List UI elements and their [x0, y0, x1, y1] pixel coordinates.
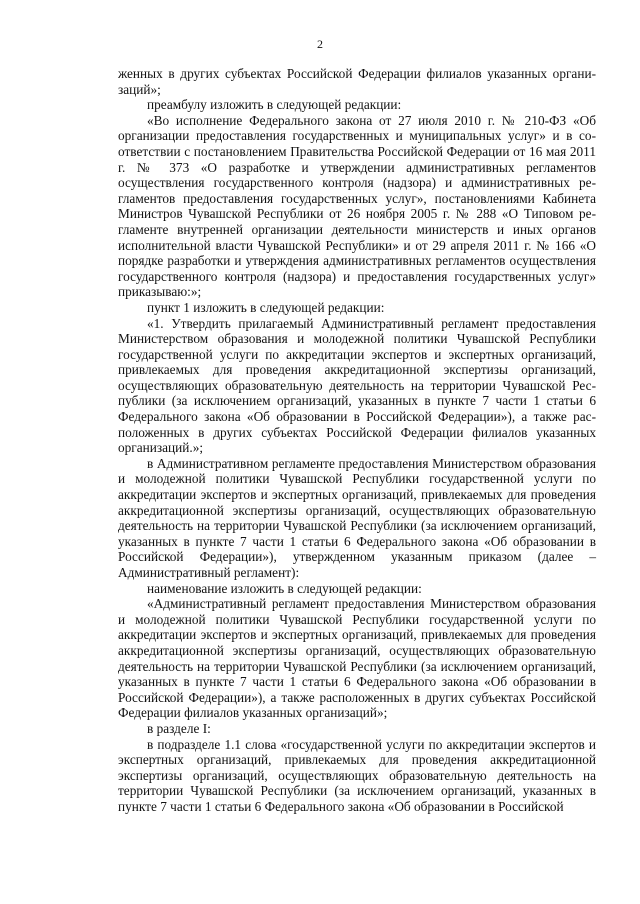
paragraph: в подразделе 1.1 слова «государственной услуги по аккредитации экспертов и экспертных организаций, привлекаемых для проведения аккредитационной экспертизы организаций, осуществляющих образовательную деятельность на территории Чувашской Республики (за исключением организаций, указанных в пункте 7 части 1 статьи 6 Федерального закона «Об образовании в Российской — [118, 736, 596, 814]
paragraph: женных в других субъектах Российской Федерации филиалов указанных организаций»; — [118, 66, 596, 97]
paragraph: пункт 1 изложить в следующей редакции: — [147, 299, 385, 315]
paragraph: «Во исполнение Федерального закона от 27 июля 2010 г. № 210-ФЗ «Об организации предоставления государственных и муниципальных услуг» и в соответствии с постановлением Правительства Российской Федерации от 16 мая 2011 г. № 373 «О разработке и утверждении административных регламентов осуществления государственного контроля (надзора) и административных регламентов предоставления государственных услуг», постановлениями Кабинета Министров Чувашской Республики от 26 ноября 2005 г. № 288 «О Типовом регламенте внутренней организации деятельности министерств и иных органов исполнительной власти Чувашской Республики» и от 29 апреля 2011 г. № 166 «О порядке разработки и утверждения административных регламентов осуществления государственного контроля (надзора) и предоставления государственных услуг» приказываю:»; — [118, 112, 596, 300]
paragraph: «Административный регламент предоставления Министерством образования и молодежной политики Чувашской Республики государственной услуги по аккредитации экспертов и экспертных организаций, привлекаемых для проведения аккредитационной экспертизы организаций, осуществляющих образовательную деятельность на территории Чувашской Республики (за исключением организаций, указанных в пункте 7 части 1 статьи 6 Федерального закона «Об образовании в Российской Федерации»), а также расположенных в других субъектах Российской Федерации филиалов указанных организаций»; — [118, 596, 596, 721]
paragraph: преамбулу изложить в следующей редакции: — [147, 97, 402, 113]
document-body — [118, 66, 596, 815]
page-number: 2 — [317, 37, 323, 51]
paragraph: «1. Утвердить прилагаемый Административный регламент предоставления Министерством образования и молодежной политики Чувашской Республики государственной услуги по аккредитации экспертов и экспертных организаций, привлекаемых для проведения аккредитационной экспертизы организаций, осуществляющих образовательную деятельность на территории Чувашской Республики (за исключением организаций, указанных в пункте 7 части 1 статьи 6 Федерального закона «Об образовании в Российской Федерации»), а также расположенных в других субъектах Российской Федерации филиалов указанных организаций.»; — [118, 315, 596, 456]
paragraph: в Административном регламенте предоставления Министерством образования и молодежной политики Чувашской Республики государственной услуги по аккредитации экспертов и экспертных организаций, привлекаемых для проведения аккредитационной экспертизы организаций, осуществляющих образовательную деятельность на территории Чувашской Республики (за исключением организаций, указанных в пункте 7 части 1 статьи 6 Федерального закона «Об образовании в Российской Федерации»), утвержденном указанным приказом (далее – Административный регламент): — [118, 455, 596, 580]
paragraph: в разделе I: — [147, 720, 211, 736]
paragraph: наименование изложить в следующей редакции: — [147, 580, 422, 596]
